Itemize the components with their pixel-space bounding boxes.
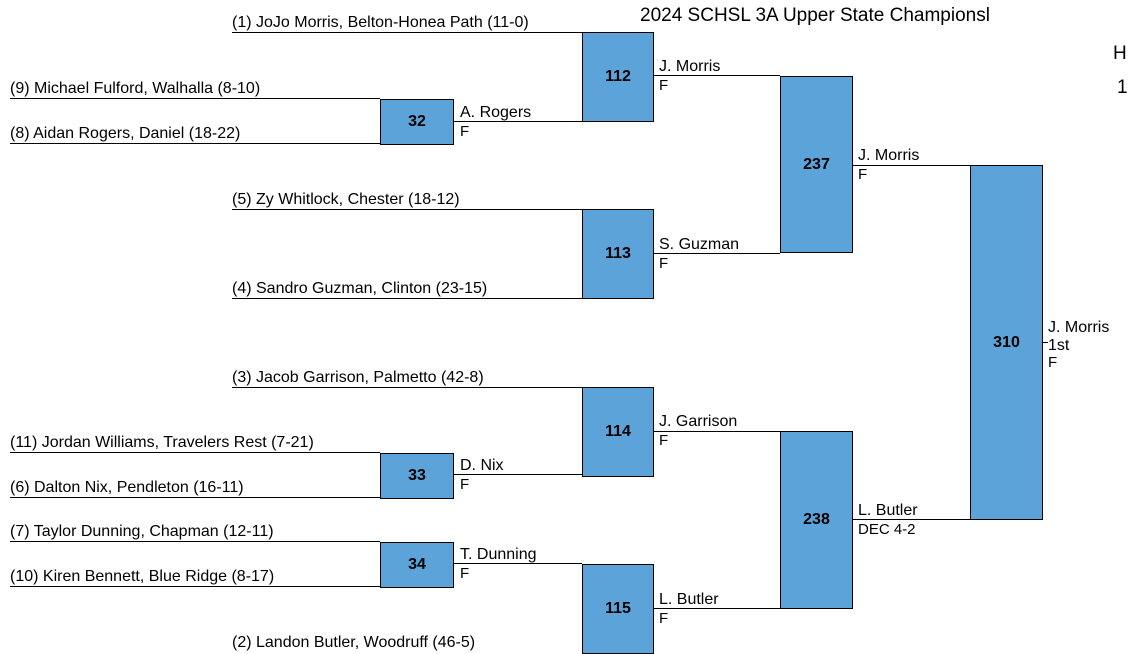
- entrant-2: (2) Landon Butler, Woodruff (46-5): [232, 634, 476, 651]
- bout-33-result: F: [460, 476, 470, 493]
- bout-112-winner: J. Morris: [659, 58, 721, 75]
- bout-32-box: 32: [380, 99, 454, 145]
- bout-237-box: 237: [780, 76, 853, 253]
- bout-310-result: F: [1048, 354, 1058, 371]
- bout-34-out-line: [454, 563, 582, 564]
- bout-238-winner: L. Butler: [858, 502, 918, 519]
- bout-310-winner: J. Morris: [1048, 319, 1110, 336]
- bout-114-result: F: [659, 432, 669, 449]
- entrant-8: (8) Aidan Rogers, Daniel (18-22): [10, 124, 380, 144]
- bout-114-box: 114: [582, 387, 654, 477]
- bout-34-box: 34: [380, 542, 454, 588]
- bout-32-out-line: [454, 121, 582, 122]
- bout-238-out-line: [853, 519, 970, 520]
- bout-112-box: 112: [582, 32, 654, 122]
- entrant-5: (5) Zy Whitlock, Chester (18-12): [232, 190, 582, 210]
- bout-113-out-line: [654, 253, 780, 254]
- bout-114-out-line: [654, 431, 780, 432]
- entrant-9: (9) Michael Fulford, Walhalla (8-10): [10, 79, 380, 99]
- bout-237-winner: J. Morris: [858, 147, 920, 164]
- bout-310-box: 310: [970, 165, 1043, 520]
- bout-115-out-line: [654, 608, 780, 609]
- bout-32-winner: A. Rogers: [460, 104, 532, 121]
- bout-114-winner: J. Garrison: [659, 413, 738, 430]
- entrant-3: (3) Jacob Garrison, Palmetto (42-8): [232, 368, 582, 388]
- bracket-title-line2: H: [1113, 43, 1127, 64]
- entrant-10: (10) Kiren Bennett, Blue Ridge (8-17): [10, 567, 380, 587]
- entrant-1: (1) JoJo Morris, Belton-Honea Path (11-0): [232, 13, 614, 33]
- bracket-title: 2024 SCHSL 3A Upper State Championsl: [640, 5, 990, 26]
- bout-113-winner: S. Guzman: [659, 236, 740, 253]
- bout-310-place: 1st: [1048, 337, 1070, 354]
- bout-33-box: 33: [380, 453, 454, 499]
- bout-32-result: F: [460, 123, 470, 140]
- entrant-11: (11) Jordan Williams, Travelers Rest (7-21): [10, 433, 380, 453]
- bout-112-result: F: [659, 77, 669, 94]
- bracket-title-line3: 1: [1117, 77, 1128, 98]
- entrant-6: (6) Dalton Nix, Pendleton (16-11): [10, 478, 380, 498]
- bout-34-winner: T. Dunning: [460, 546, 537, 563]
- bout-237-result: F: [858, 166, 868, 183]
- entrant-7: (7) Taylor Dunning, Chapman (12-11): [10, 522, 380, 542]
- bout-112-out-line: [654, 75, 780, 76]
- entrant-4: (4) Sandro Guzman, Clinton (23-15): [232, 279, 582, 299]
- bout-115-winner: L. Butler: [659, 591, 719, 608]
- bout-113-box: 113: [582, 209, 654, 299]
- bout-238-box: 238: [780, 431, 853, 609]
- bout-33-winner: D. Nix: [460, 457, 504, 474]
- bout-33-out-line: [454, 474, 582, 475]
- bout-237-out-line: [853, 165, 970, 166]
- bout-115-box: 115: [582, 564, 654, 654]
- bout-34-result: F: [460, 565, 470, 582]
- bout-238-result: DEC 4-2: [858, 521, 916, 538]
- bout-115-result: F: [659, 610, 669, 627]
- bout-113-result: F: [659, 255, 669, 272]
